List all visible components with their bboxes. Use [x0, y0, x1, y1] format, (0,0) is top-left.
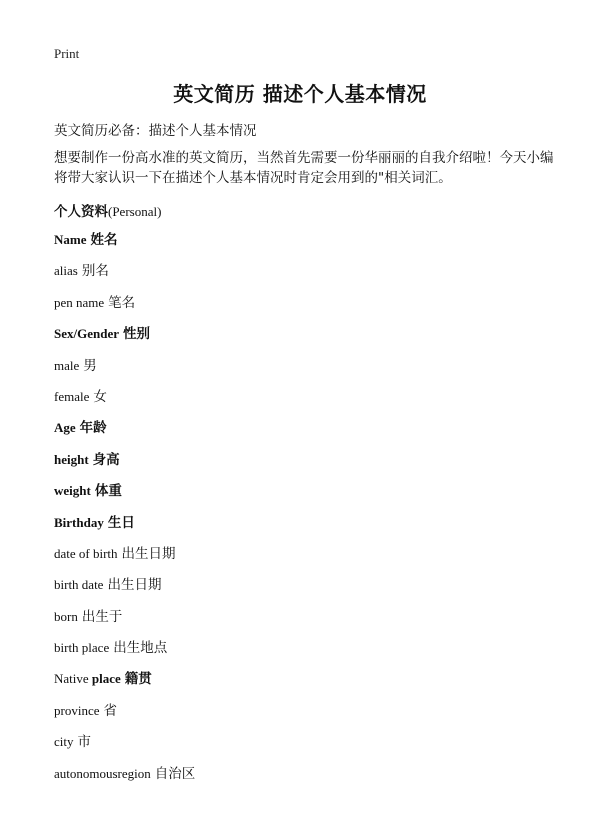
vocab-chinese: 体重	[94, 483, 122, 500]
vocab-entry	[54, 542, 554, 573]
vocab-chinese: 出生日期	[121, 545, 176, 562]
section-heading-cn: 个人资料	[54, 204, 108, 220]
vocab-chinese: 出生日期	[107, 577, 162, 594]
vocab-entry	[54, 636, 554, 667]
vocab-english: Native	[54, 671, 89, 687]
vocab-entry	[54, 479, 554, 510]
vocab-entry	[54, 385, 554, 416]
vocabulary-list	[54, 228, 554, 793]
vocab-chinese: 笔名	[108, 294, 136, 311]
vocab-english: date of birth	[54, 545, 118, 561]
vocab-entry	[54, 291, 554, 322]
intro-paragraph: 想要制作一份高水准的英文简历，当然首先需要一份华丽丽的自我介绍啦！今天小编将带大家认识一下在描述个人基本情况时肯定会用到的"相关词汇。	[54, 150, 554, 186]
vocab-entry	[54, 605, 554, 636]
vocab-english: pen name	[54, 294, 105, 310]
vocab-chinese: 籍贯	[124, 671, 152, 688]
vocab-entry	[54, 259, 554, 290]
vocab-english: Sex/Gender	[54, 326, 119, 342]
vocab-english: city	[54, 734, 74, 750]
vocab-english: Age	[54, 420, 76, 436]
section-heading-en: (Personal)	[108, 204, 162, 219]
vocab-entry	[54, 699, 554, 730]
vocab-entry	[54, 416, 554, 447]
subtitle: 英文简历必备：描述个人基本情况	[54, 123, 257, 139]
vocab-entry	[54, 448, 554, 479]
vocab-english: alias	[54, 263, 78, 279]
vocab-chinese: 出生地点	[113, 640, 168, 657]
vocab-chinese: 生日	[107, 514, 135, 531]
vocab-english: birth date	[54, 577, 104, 593]
vocab-chinese: 姓名	[90, 232, 118, 248]
vocab-chinese: 性别	[123, 326, 150, 343]
vocab-chinese: 年龄	[79, 420, 107, 437]
vocab-entry	[54, 667, 554, 698]
vocab-entry	[54, 354, 554, 385]
vocab-chinese: 省	[103, 702, 117, 719]
vocab-english: female	[54, 388, 90, 404]
vocab-entry	[54, 228, 554, 259]
vocab-english: male	[54, 357, 80, 373]
vocab-english: Name	[54, 232, 87, 247]
print-label[interactable]: Print	[54, 46, 80, 61]
vocab-english: autonomousregion	[54, 765, 151, 781]
page-title: 英文简历 描述个人基本情况	[173, 82, 427, 106]
vocab-chinese: 女	[93, 388, 107, 405]
vocab-english: birth place	[54, 640, 110, 656]
vocab-english: born	[54, 608, 78, 624]
vocab-chinese: 男	[83, 357, 97, 374]
vocab-chinese: 市	[77, 734, 91, 751]
vocab-entry	[54, 322, 554, 353]
vocab-english: province	[54, 702, 100, 718]
vocab-chinese: 身高	[92, 451, 120, 468]
vocab-chinese: 别名	[81, 263, 109, 280]
vocab-entry	[54, 511, 554, 542]
vocab-chinese: 出生于	[81, 608, 123, 625]
vocab-entry	[54, 573, 554, 604]
vocab-english: height	[54, 451, 89, 467]
section-heading-personal	[54, 200, 161, 220]
vocab-entry	[54, 762, 554, 793]
vocab-chinese: 自治区	[154, 765, 196, 782]
vocab-english: weight	[54, 483, 91, 499]
vocab-english-bold: place	[91, 671, 121, 687]
vocab-entry	[54, 730, 554, 761]
vocab-english: Birthday	[54, 514, 104, 530]
